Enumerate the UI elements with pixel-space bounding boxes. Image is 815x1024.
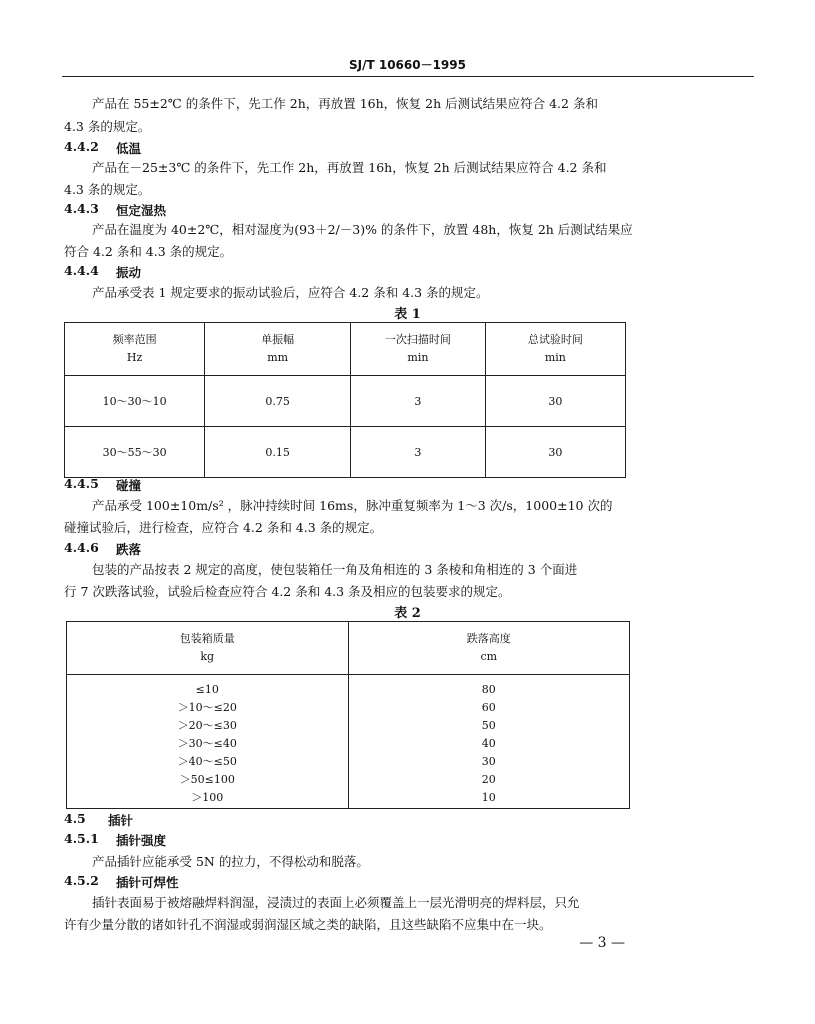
table-cell: 50 [481, 719, 496, 732]
section-title: 低温 [116, 141, 142, 156]
table-header-cell [348, 622, 630, 675]
table-cell: 30 [481, 755, 496, 768]
standard-code-header: SJ/T 10660－1995 [348, 58, 466, 72]
paragraph-line: 符合 4.2 条和 4.3 条的规定。 [64, 244, 233, 259]
header-unit: cm [480, 650, 498, 663]
section-number: 4.5 [64, 811, 86, 826]
table-2-drop-height [66, 621, 630, 809]
header-label: 总试验时间 [527, 333, 583, 346]
table-header-row [67, 622, 630, 675]
section-title: 恒定湿热 [116, 203, 167, 218]
table-cell: 3 [351, 427, 486, 478]
header-label: 包装箱质量 [179, 632, 235, 645]
header-unit: min [544, 351, 566, 364]
header-label: 一次扫描时间 [384, 333, 451, 346]
header-rule [62, 76, 754, 77]
header-label: 单振幅 [261, 333, 295, 346]
table-cell: 10～30～10 [65, 376, 205, 427]
section-number: 4.4.5 [64, 476, 99, 491]
section-title: 插针强度 [116, 833, 167, 848]
paragraph-line: 碰撞试验后，进行检查，应符合 4.2 条和 4.3 条的规定。 [64, 520, 383, 535]
table-header-cell [205, 323, 351, 376]
table-header-cell [485, 323, 625, 376]
table-cell: 40 [481, 737, 496, 750]
table-1-caption: 表 1 [394, 307, 421, 322]
height-column [348, 675, 630, 809]
table-cell: ＞10～≤20 [177, 701, 237, 714]
table-cell: 30 [485, 376, 625, 427]
header-unit: mm [267, 351, 289, 364]
header-unit: kg [200, 650, 215, 663]
paragraph-line: 4.3 条的规定。 [64, 182, 151, 197]
table-cell: ＞20～≤30 [177, 719, 237, 732]
paragraph-line: 产品插针应能承受 5N 的拉力，不得松动和脱落。 [92, 854, 369, 869]
header-unit: min [407, 351, 429, 364]
table-cell: 0.75 [205, 376, 351, 427]
section-number: 4.4.4 [64, 263, 99, 278]
table-cell: 10 [481, 791, 496, 804]
table-cell: 60 [481, 701, 496, 714]
section-number: 4.4.6 [64, 540, 99, 555]
section-number: 4.5.2 [64, 873, 99, 888]
table-cell: ＞50≤100 [179, 773, 235, 786]
paragraph-line: 产品在温度为 40±2℃，相对湿度为(93＋2/－3)% 的条件下，放置 48h，恢复 2h 后测试结果应 [92, 222, 633, 237]
table-row [65, 427, 626, 478]
header-label: 频率范围 [112, 333, 157, 346]
section-number: 4.5.1 [64, 831, 99, 846]
table-cell: ＞30～≤40 [177, 737, 237, 750]
table-row [67, 675, 630, 809]
mass-column [67, 675, 349, 809]
section-title: 插针可焊性 [116, 875, 179, 890]
paragraph-line: 插针表面易于被熔融焊料润湿，浸渍过的表面上必须覆盖上一层光滑明亮的焊料层，只允 [92, 895, 580, 910]
page-number: — 3 — [579, 935, 625, 951]
paragraph-line: 产品在－25±3℃ 的条件下，先工作 2h，再放置 16h，恢复 2h 后测试结果应符合 4.2 条和 [92, 160, 607, 175]
table-cell: 80 [481, 683, 496, 696]
table-2-caption: 表 2 [394, 606, 421, 621]
section-title: 跌落 [116, 542, 142, 557]
paragraph-line: 许有少量分散的诸如针孔不润湿或弱润湿区域之类的缺陷，且这些缺陷不应集中在一块。 [64, 917, 552, 932]
table-header-row [65, 323, 626, 376]
table-header-cell [67, 622, 349, 675]
table-cell: ≤10 [195, 683, 219, 696]
table-cell: 30 [485, 427, 625, 478]
paragraph-line: 4.3 条的规定。 [64, 119, 151, 134]
table-header-cell [65, 323, 205, 376]
paragraph-line: 包装的产品按表 2 规定的高度，使包装箱任一角及角相连的 3 条棱和角相连的 3 个面进 [92, 562, 578, 577]
paragraph-line: 产品在 55±2℃ 的条件下，先工作 2h，再放置 16h，恢复 2h 后测试结果应符合 4.2 条和 [92, 96, 598, 111]
header-unit: Hz [126, 351, 143, 364]
table-1-vibration [64, 322, 626, 478]
table-cell: 0.15 [205, 427, 351, 478]
table-cell: ＞40～≤50 [177, 755, 237, 768]
table-cell: 20 [481, 773, 496, 786]
section-title: 碰撞 [116, 478, 142, 493]
table-cell: ＞100 [191, 791, 224, 804]
table-row [65, 376, 626, 427]
paragraph-line: 产品承受 100±10m/s² ，脉冲持续时间 16ms，脉冲重复频率为 1～3 次/s，1000±10 次的 [92, 498, 613, 513]
table-cell: 3 [351, 376, 486, 427]
header-label: 跌落高度 [466, 632, 511, 645]
section-number: 4.4.3 [64, 201, 99, 216]
section-title: 插针 [108, 813, 134, 828]
section-title: 振动 [116, 265, 142, 280]
paragraph-line: 产品承受表 1 规定要求的振动试验后，应符合 4.2 条和 4.3 条的规定。 [92, 285, 489, 300]
table-cell: 30～55～30 [65, 427, 205, 478]
paragraph-line: 行 7 次跌落试验，试验后检查应符合 4.2 条和 4.3 条及相应的包装要求的规定。 [64, 584, 511, 599]
section-number: 4.4.2 [64, 139, 99, 154]
table-header-cell [351, 323, 486, 376]
